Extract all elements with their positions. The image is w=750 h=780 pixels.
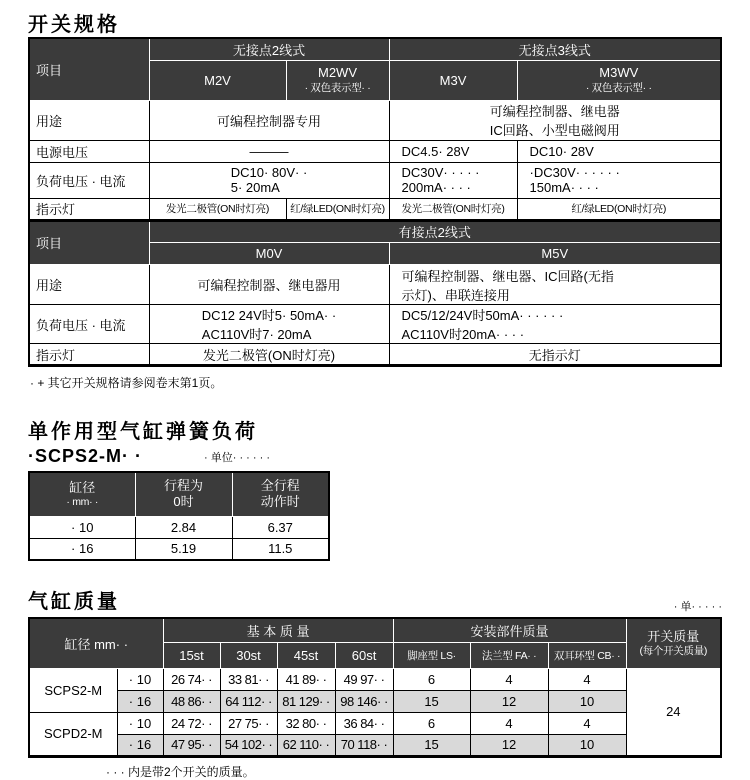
mount-weight-cell: 6 bbox=[393, 668, 470, 690]
group-contact-header: 有接点2线式 bbox=[149, 221, 721, 243]
weights-title: 气缸质量 bbox=[28, 591, 120, 613]
basic-weight-cell: 54 102· · bbox=[220, 734, 277, 756]
basic-weight-cell: 36 84· · bbox=[335, 712, 393, 734]
led-m3wv-cell: 红/绿LED(ON时灯亮) bbox=[517, 198, 721, 220]
switch-weight-cell: 24 bbox=[626, 668, 721, 756]
wt-basic-header: 基 本 质 量 bbox=[163, 618, 393, 642]
load-m3wv-cell bbox=[517, 162, 721, 198]
weights-footnote: · · · 内是带2个开关的质量。 bbox=[106, 764, 255, 779]
power-m3v-cell: DC4.5· 28V bbox=[389, 140, 517, 162]
spring-row-10 bbox=[29, 516, 329, 538]
use-3wire-line1: 可编程控制器、继电器 bbox=[489, 104, 620, 119]
weights-table bbox=[28, 617, 722, 758]
load-full-stroke: 6.37 bbox=[232, 516, 329, 538]
load-2wire-line2: 5· 20mA bbox=[230, 180, 280, 195]
stroke-60st-header: 60st bbox=[335, 642, 393, 668]
mount-weight-cell: 12 bbox=[470, 734, 548, 756]
basic-weight-cell: 48 86· · bbox=[163, 690, 220, 712]
bore-cell: · 10 bbox=[117, 668, 163, 690]
stroke-30st-header: 30st bbox=[220, 642, 277, 668]
bore-cell: · 16 bbox=[117, 734, 163, 756]
wt-bore-header: 缸径 mm· · bbox=[29, 618, 163, 668]
stroke0-header-line2: 0时 bbox=[173, 494, 194, 510]
item-header-cell-2: 项目 bbox=[29, 221, 149, 265]
led-row-label-2: 指示灯 bbox=[29, 344, 149, 366]
model-m5v-header: M5V bbox=[389, 243, 721, 265]
load-m3v-line1: DC30V· · · · · bbox=[401, 165, 480, 180]
model-m3wv-header bbox=[517, 60, 721, 100]
mount-weight-cell: 4 bbox=[548, 712, 626, 734]
load-2wire-line1: DC10· 80V· · bbox=[230, 165, 308, 180]
model-name-cell: SCPS2-M bbox=[29, 668, 117, 712]
stroke0-header-cell bbox=[135, 472, 232, 516]
model-m0v-header: M0V bbox=[149, 243, 389, 265]
model-m3wv-name: M3WV bbox=[599, 65, 639, 80]
use-m5v-line1: 可编程控制器、继电器、IC回路(无指 bbox=[401, 268, 614, 284]
load-m5v-line2: AC110V时20mA· · · · bbox=[401, 327, 525, 342]
basic-weight-cell: 49 97· · bbox=[335, 668, 393, 690]
wt-switch-header-line1: 开关质量 bbox=[647, 628, 700, 644]
wt-row-scpd2m-16 bbox=[29, 734, 721, 756]
basic-weight-cell: 70 118· · bbox=[335, 734, 393, 756]
led-m2v-cell: 发光二极管(ON时灯亮) bbox=[149, 198, 286, 220]
bore-value: · 10 bbox=[29, 516, 135, 538]
model-name-cell: SCPD2-M bbox=[29, 712, 117, 756]
basic-weight-cell: 62 110· · bbox=[277, 734, 335, 756]
load-m3v-line2: 200mA· · · · bbox=[401, 180, 471, 195]
load-row-label: 负荷电压 · 电流 bbox=[29, 162, 149, 198]
load-m5v-line1: DC5/12/24V时50mA· · · · · · bbox=[401, 308, 564, 323]
basic-weight-cell: 33 81· · bbox=[220, 668, 277, 690]
load-full-stroke: 11.5 bbox=[232, 538, 329, 560]
use-row-label-2: 用途 bbox=[29, 265, 149, 305]
mount-fa-header: 法兰型 FA· · bbox=[470, 642, 548, 668]
model-m2v-header: M2V bbox=[149, 60, 286, 100]
bore-header-cell bbox=[29, 472, 135, 516]
led-m2wv-cell: 红/绿LED(ON时灯亮) bbox=[286, 198, 389, 220]
stroke-45st-header: 45st bbox=[277, 642, 335, 668]
model-m3wv-subtitle: · 双色表示型· · bbox=[585, 82, 652, 94]
load-2wire-cell bbox=[149, 162, 389, 198]
basic-weight-cell: 27 75· · bbox=[220, 712, 277, 734]
use-row-label: 用途 bbox=[29, 100, 149, 140]
stroke0-header-line1: 行程为 bbox=[163, 478, 203, 493]
group-3wire-header: 无接点3线式 bbox=[389, 38, 721, 60]
led-m0v-cell: 发光二极管(ON时灯亮) bbox=[149, 344, 389, 366]
weights-section bbox=[28, 585, 722, 780]
spring-load-table bbox=[28, 471, 330, 561]
model-m2wv-subtitle: · 双色表示型· · bbox=[304, 82, 371, 94]
load-m3wv-line1: ·DC30V· · · · · · bbox=[529, 165, 620, 180]
group-2wire-header: 无接点2线式 bbox=[149, 38, 389, 60]
mount-weight-cell: 12 bbox=[470, 690, 548, 712]
power-m3wv-cell: DC10· 28V bbox=[517, 140, 721, 162]
basic-weight-cell: 26 74· · bbox=[163, 668, 220, 690]
bore-header-line2: · mm· · bbox=[66, 495, 99, 508]
mount-weight-cell: 10 bbox=[548, 734, 626, 756]
power-2wire-cell: ——— bbox=[149, 140, 389, 162]
load-m0v-line2: AC110V时7· 20mA bbox=[201, 327, 312, 342]
use-m5v-cell bbox=[389, 265, 721, 305]
mount-weight-cell: 6 bbox=[393, 712, 470, 734]
load-row-label-2: 负荷电压 · 电流 bbox=[29, 305, 149, 344]
wt-row-scps2m-16 bbox=[29, 690, 721, 712]
model-m2wv-name: M2WV bbox=[318, 65, 357, 80]
load-at-zero: 5.19 bbox=[135, 538, 232, 560]
use-3wire-cell bbox=[389, 100, 721, 140]
use-m5v-line2: 示灯)、串联连接用 bbox=[401, 287, 510, 303]
switch-spec-table-contactless bbox=[28, 37, 722, 222]
load-m3v-cell bbox=[389, 162, 517, 198]
mount-weight-cell: 15 bbox=[393, 690, 470, 712]
spring-load-title: 单作用型气缸弹簧负荷 bbox=[28, 421, 258, 443]
fullstroke-header-line1: 全行程 bbox=[260, 478, 300, 493]
wt-row-scpd2m-10 bbox=[29, 712, 721, 734]
fullstroke-header-line2: 动作时 bbox=[260, 494, 300, 510]
spring-load-model: ·SCPS2-M· · bbox=[28, 446, 142, 466]
basic-weight-cell: 24 72· · bbox=[163, 712, 220, 734]
basic-weight-cell: 98 146· · bbox=[335, 690, 393, 712]
spring-load-section bbox=[28, 415, 722, 561]
item-header-cell: 项目 bbox=[29, 38, 149, 100]
wt-mount-header: 安装部件质量 bbox=[393, 618, 626, 642]
wt-row-scps2m-10 bbox=[29, 668, 721, 690]
basic-weight-cell: 41 89· · bbox=[277, 668, 335, 690]
basic-weight-cell: 64 112· · bbox=[220, 690, 277, 712]
led-row-label: 指示灯 bbox=[29, 198, 149, 220]
wt-switch-header bbox=[626, 618, 721, 668]
mount-weight-cell: 4 bbox=[470, 712, 548, 734]
switch-specs-title: 开关规格 bbox=[28, 14, 120, 36]
load-m5v-cell bbox=[389, 305, 721, 344]
power-row-label: 电源电压 bbox=[29, 140, 149, 162]
spring-load-model-line bbox=[28, 446, 722, 467]
mount-weight-cell: 4 bbox=[470, 668, 548, 690]
stroke-15st-header: 15st bbox=[163, 642, 220, 668]
mount-weight-cell: 10 bbox=[548, 690, 626, 712]
mount-ls-header: 脚座型 LS· bbox=[393, 642, 470, 668]
wt-switch-header-line2: (每个开关质量) bbox=[639, 644, 708, 657]
use-2wire-cell: 可编程控制器专用 bbox=[149, 100, 389, 140]
mount-weight-cell: 4 bbox=[548, 668, 626, 690]
model-m2wv-header bbox=[286, 60, 389, 100]
bore-value: · 16 bbox=[29, 538, 135, 560]
basic-weight-cell: 32 80· · bbox=[277, 712, 335, 734]
bore-cell: · 16 bbox=[117, 690, 163, 712]
weights-unit-note: · 单· · · · · bbox=[673, 601, 722, 613]
mount-cb-header: 双耳环型 CB· · bbox=[548, 642, 626, 668]
mount-weight-cell: 15 bbox=[393, 734, 470, 756]
led-m5v-cell: 无指示灯 bbox=[389, 344, 721, 366]
model-m3v-header: M3V bbox=[389, 60, 517, 100]
use-3wire-line2: IC回路、小型电磁阀用 bbox=[489, 123, 620, 138]
bore-header-line1: 缸径 bbox=[69, 479, 96, 495]
load-at-zero: 2.84 bbox=[135, 516, 232, 538]
weights-title-row bbox=[28, 585, 722, 614]
use-m0v-cell: 可编程控制器、继电器用 bbox=[149, 265, 389, 305]
load-m0v-cell bbox=[149, 305, 389, 344]
load-m0v-line1: DC12 24V时5· 50mA· · bbox=[201, 308, 337, 323]
spring-load-unit-note: · 单位· · · · · · bbox=[204, 452, 270, 464]
spring-row-16 bbox=[29, 538, 329, 560]
load-m3wv-line2: 150mA· · · · bbox=[529, 180, 599, 195]
bore-cell: · 10 bbox=[117, 712, 163, 734]
led-m3v-cell: 发光二极管(ON时灯亮) bbox=[389, 198, 517, 220]
switch-specs-footnote: · + 其它开关规格请参阅卷末第1页。 bbox=[30, 376, 223, 390]
switch-spec-table-contact bbox=[28, 220, 722, 368]
basic-weight-cell: 47 95· · bbox=[163, 734, 220, 756]
basic-weight-cell: 81 129· · bbox=[277, 690, 335, 712]
fullstroke-header-cell bbox=[232, 472, 329, 516]
